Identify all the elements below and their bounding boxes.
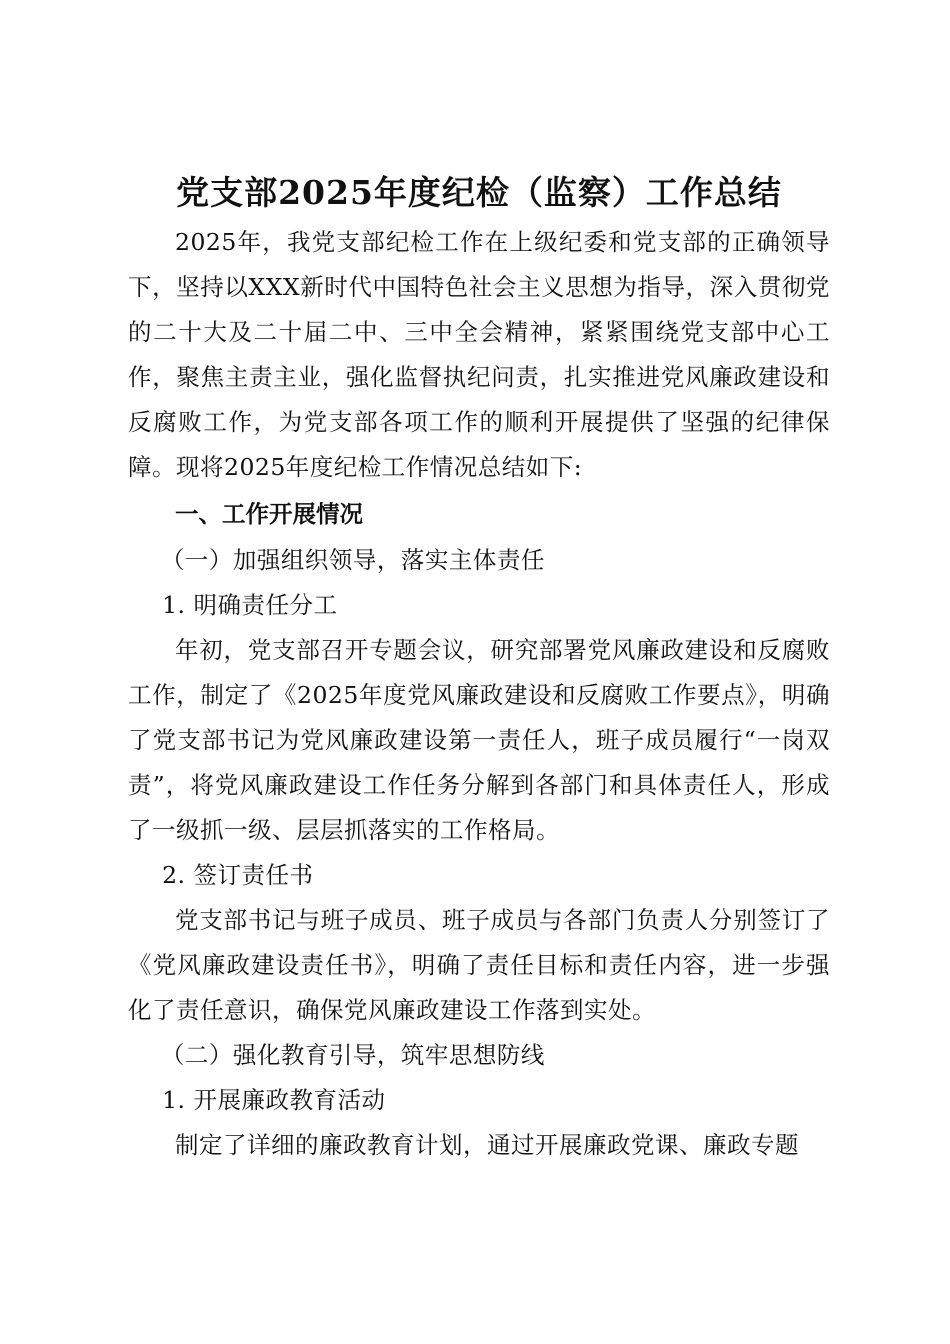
item-paragraph-responsibility: 年初，党支部召开专题会议，研究部署党风廉政建设和反腐败工作，制定了《2025年度党风廉政建设和反腐败工作要点》，明确了党支部书记为党风廉政建设第一责任人，班子成员履行“一岗双责”，将党风廉政建设工作任务分解到各部门和具体责任人，形成了一级抓一级、层层抓落实的工作格局。	[128, 636, 830, 844]
document-body	[128, 168, 830, 1168]
item-paragraph-agreement: 党支部书记与班子成员、班子成员与各部门负责人分别签订了《党风廉政建设责任书》，明确了责任目标和责任内容，进一步强化了责任意识，确保党风廉政建设工作落到实处。	[128, 906, 830, 1024]
item-paragraph-education-activities: 制定了详细的廉政教育计划，通过开展廉政党课、廉政专题	[175, 1131, 799, 1159]
item-heading-responsibility: 1. 明确责任分工	[162, 591, 338, 619]
item-heading-agreement: 2. 签订责任书	[162, 861, 314, 889]
intro-paragraph: 2025年，我党支部纪检工作在上级纪委和党支部的正确领导下，坚持以XXX新时代中国特色社会主义思想为指导，深入贯彻党的二十大及二十届二中、三中全会精神，紧紧围绕党支部中心工作，聚焦主责主业，强化监督执纪问责，扎实推进党风廉政建设和反腐败工作，为党支部各项工作的顺利开展提供了坚强的纪律保障。现将2025年度纪检工作情况总结如下:	[128, 228, 830, 481]
document-title: 党支部2025年度纪检（监察）工作总结	[176, 173, 782, 212]
section-heading-work-status: 一、工作开展情况	[175, 500, 363, 528]
item-heading-education-activities: 1. 开展廉政教育活动	[162, 1086, 386, 1114]
subsection-heading-education: （二）强化教育引导，筑牢思想防线	[160, 1041, 545, 1069]
subsection-heading-organization: （一）加强组织领导，落实主体责任	[160, 546, 545, 574]
